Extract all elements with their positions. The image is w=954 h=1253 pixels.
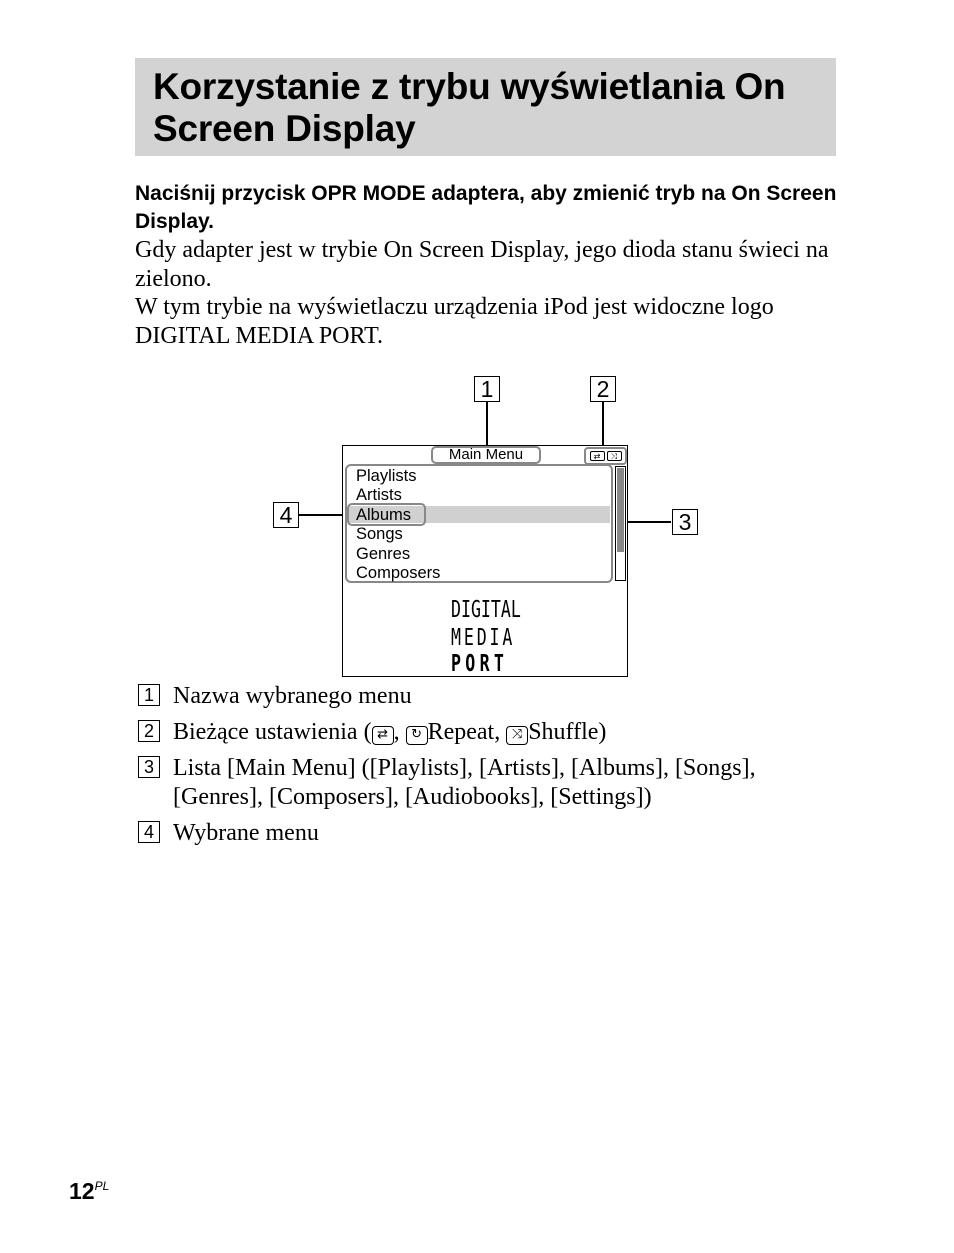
legend-number: 2 xyxy=(138,720,160,742)
paragraph: Gdy adapter jest w trybie On Screen Display, jego dioda stanu świeci na zielono. xyxy=(135,237,829,292)
page-title: Korzystanie z trybu wyświetlania On Screen Display xyxy=(153,66,786,149)
repeat-one-icon: ↻ xyxy=(406,726,428,745)
logo-digital: DIGITAL xyxy=(451,597,521,623)
menu-item-songs[interactable]: Songs xyxy=(356,525,403,543)
menu-item-playlists[interactable]: Playlists xyxy=(356,467,417,485)
selected-item-frame xyxy=(347,503,426,526)
legend-text: Lista [Main Menu] ([Playlists], [Artists], [Albums], [Songs], [Genres], [Composers], [Audiobooks], [Settings]) xyxy=(173,755,756,810)
callout-line xyxy=(602,402,604,448)
section-heading xyxy=(135,58,836,156)
legend-number: 3 xyxy=(138,756,160,778)
paragraph: W tym trybie na wyświetlaczu urządzenia iPod jest widoczne logo DIGITAL MEDIA PORT. xyxy=(135,294,774,349)
callout-3: 3 xyxy=(672,509,698,535)
shuffle-icon: ⤨ xyxy=(506,726,528,745)
repeat-icon: ⇄ xyxy=(372,726,394,745)
callout-line xyxy=(486,402,488,448)
status-icons xyxy=(584,447,627,465)
shuffle-icon: ⤨ xyxy=(607,451,622,461)
legend-number: 4 xyxy=(138,821,160,843)
repeat-icon: ⇄ xyxy=(590,451,605,461)
scroll-thumb[interactable] xyxy=(617,468,624,552)
legend-text: Nazwa wybranego menu xyxy=(173,683,412,709)
menu-item-albums[interactable]: Albums xyxy=(356,506,412,524)
logo-port: PORT xyxy=(451,651,509,677)
legend-text: Wybrane menu xyxy=(173,820,319,846)
callout-2: 2 xyxy=(590,376,616,402)
menu-item-artists[interactable]: Artists xyxy=(356,486,402,504)
body-text xyxy=(135,236,845,350)
menu-title: Main Menu xyxy=(431,446,541,464)
legend-number: 1 xyxy=(138,684,160,706)
page-number: $12^{PL}$ xyxy=(69,1178,110,1204)
logo-media: MEDIA xyxy=(451,625,516,651)
menu-item-composers[interactable]: Composers xyxy=(356,564,441,582)
scrollbar[interactable] xyxy=(615,466,626,581)
legend-text: Bieżące ustawienia ( ⇄ , ↻ Repeat, ⤨ Shuffle) xyxy=(173,719,607,745)
instruction-text: Naciśnij przycisk OPR MODE adaptera, aby zmienić tryb na On Screen Display. xyxy=(135,182,837,233)
callout-1: 1 xyxy=(474,376,500,402)
menu-item-genres[interactable]: Genres xyxy=(356,545,411,563)
callout-4: 4 xyxy=(273,502,299,528)
